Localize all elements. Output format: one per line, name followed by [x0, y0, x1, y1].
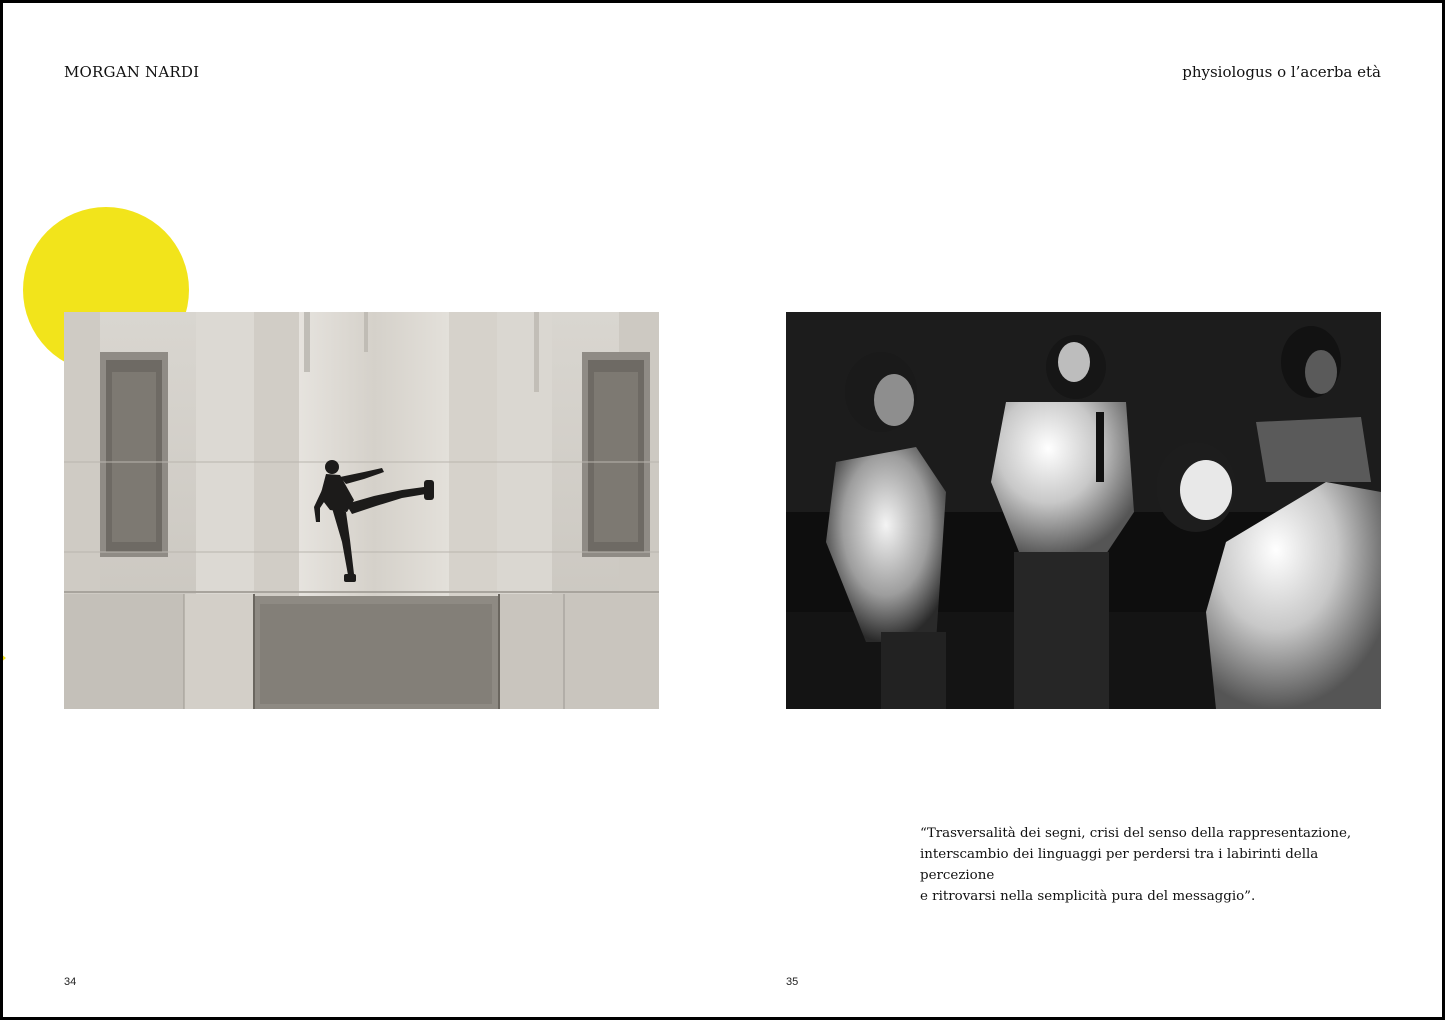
page-number-right: 35 — [786, 976, 799, 988]
yellow-edge-mark — [0, 653, 6, 663]
quote-line: interscambio dei linguaggi per perdersi tra i labirinti della percezione — [920, 847, 1319, 883]
page-number-left: 34 — [64, 976, 77, 988]
article-title: physiologus o l’acerba età — [1182, 63, 1381, 81]
author-name: MORGAN NARDI — [64, 63, 200, 81]
photo-women-light — [786, 312, 1381, 709]
photo-dancer-wall — [64, 312, 659, 709]
pull-quote — [920, 823, 1390, 907]
quote-line: “Trasversalità dei segni, crisi del senso della rappresentazione, — [920, 826, 1352, 841]
quote-line: e ritrovarsi nella semplicità pura del messaggio”. — [920, 889, 1256, 904]
